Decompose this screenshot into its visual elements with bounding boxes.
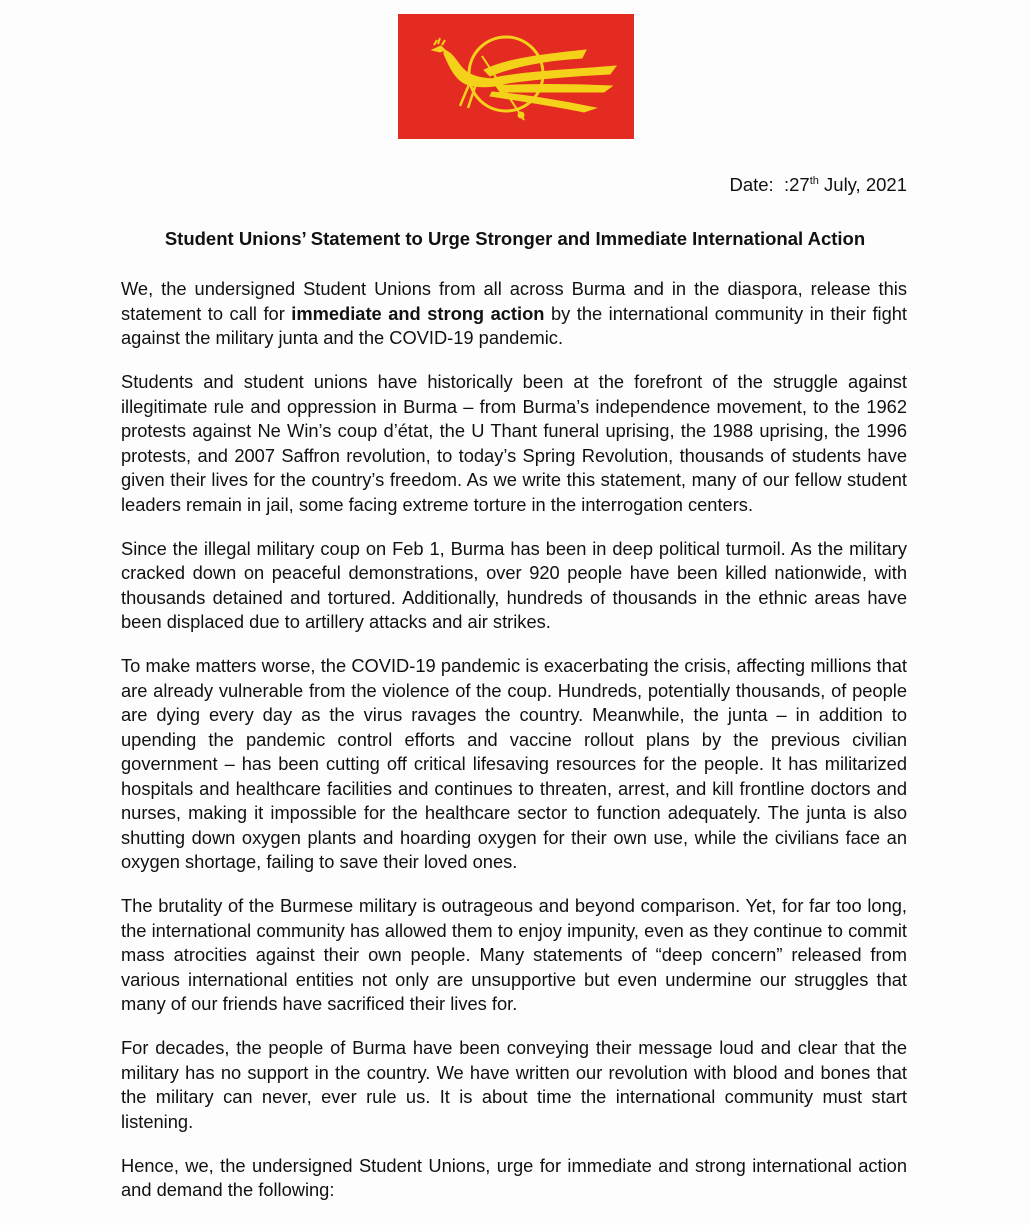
- peacock-emblem-icon: [398, 14, 634, 139]
- paragraph-text: We, the undersigned Student Unions from all across Burma and in the diaspora, release this statement to call for: [121, 278, 907, 324]
- paragraph-demands: Hence, we, the undersigned Student Unions, urge for immediate and strong international action and demand the following:: [121, 1154, 907, 1200]
- paragraph-history: Students and student unions have historically been at the forefront of the struggle against illegitimate rule and oppression in Burma – from Burma’s independence movement, to the 1962 protests against Ne Win’s coup d’état, the U Thant funeral uprising, the 1988 uprising, the 1996 protests, and 2007 Saffron revolution, to today’s Spring Revolution, thousands of students have given their lives for the country’s freedom. As we write this statement, many of our fellow student leaders remain in jail, some facing extreme torture in the interrogation centers.: [121, 371, 907, 515]
- date-label: Date:: [729, 174, 774, 195]
- statement-body: [121, 277, 907, 1222]
- paragraph-text: by the international community in their fight against the military junta and the COVID-19 pandemic.: [121, 302, 907, 348]
- paragraph-covid: To make matters worse, the COVID-19 pandemic is exacerbating the crisis, affecting millions that are already vulnerable from the violence of the coup. Hundreds, potentially thousands, of people are dying every day as the virus ravages the country. Meanwhile, the junta – in addition to upending the pandemic control efforts and vaccine rollout plans by the previous civilian government – has been cutting off critical lifesaving resources for the people. It has militarized hospitals and healthcare facilities and continues to threaten, arrest, and kill frontline doctors and nurses, making it impossible for the healthcare sector to function adequately. The junta is also shutting down oxygen plants and hoarding oxygen for their own use, while the civilians face an oxygen shortage, failing to save their loved ones.: [121, 655, 907, 872]
- date-ordinal: th: [809, 175, 819, 187]
- statement-date: [729, 174, 907, 196]
- paragraph-coup: Since the illegal military coup on Feb 1, Burma has been in deep political turmoil. As the military cracked down on peaceful demonstrations, over 920 people have been killed nationwide, with thousands detained and tortured. Additionally, hundreds of thousands in the ethnic areas have been displaced due to artillery attacks and air strikes.: [121, 537, 907, 632]
- paragraph-decades: For decades, the people of Burma have been conveying their message loud and clear that the military has no support in the country. We have written our revolution with blood and bones that the military can never, ever rule us. It is about time the international community must start listening.: [121, 1037, 907, 1132]
- statement-title: Student Unions’ Statement to Urge Stronger and Immediate International Action: [164, 228, 866, 249]
- student-union-flag: [398, 14, 634, 139]
- date-month-year: July, 2021: [824, 174, 907, 195]
- emphasis-text: immediate and strong action: [291, 302, 545, 324]
- paragraph-brutality: The brutality of the Burmese military is outrageous and beyond comparison. Yet, for far too long, the international community has allowed them to enjoy impunity, even as they continue to commit mass atrocities against their own people. Many statements of “deep concern” released from various international entities not only are unsupportive but even undermine our struggles that many of our friends have sacrificed their lives for.: [121, 895, 907, 1014]
- paragraph-intro: [121, 277, 907, 351]
- date-day: :27: [783, 174, 810, 195]
